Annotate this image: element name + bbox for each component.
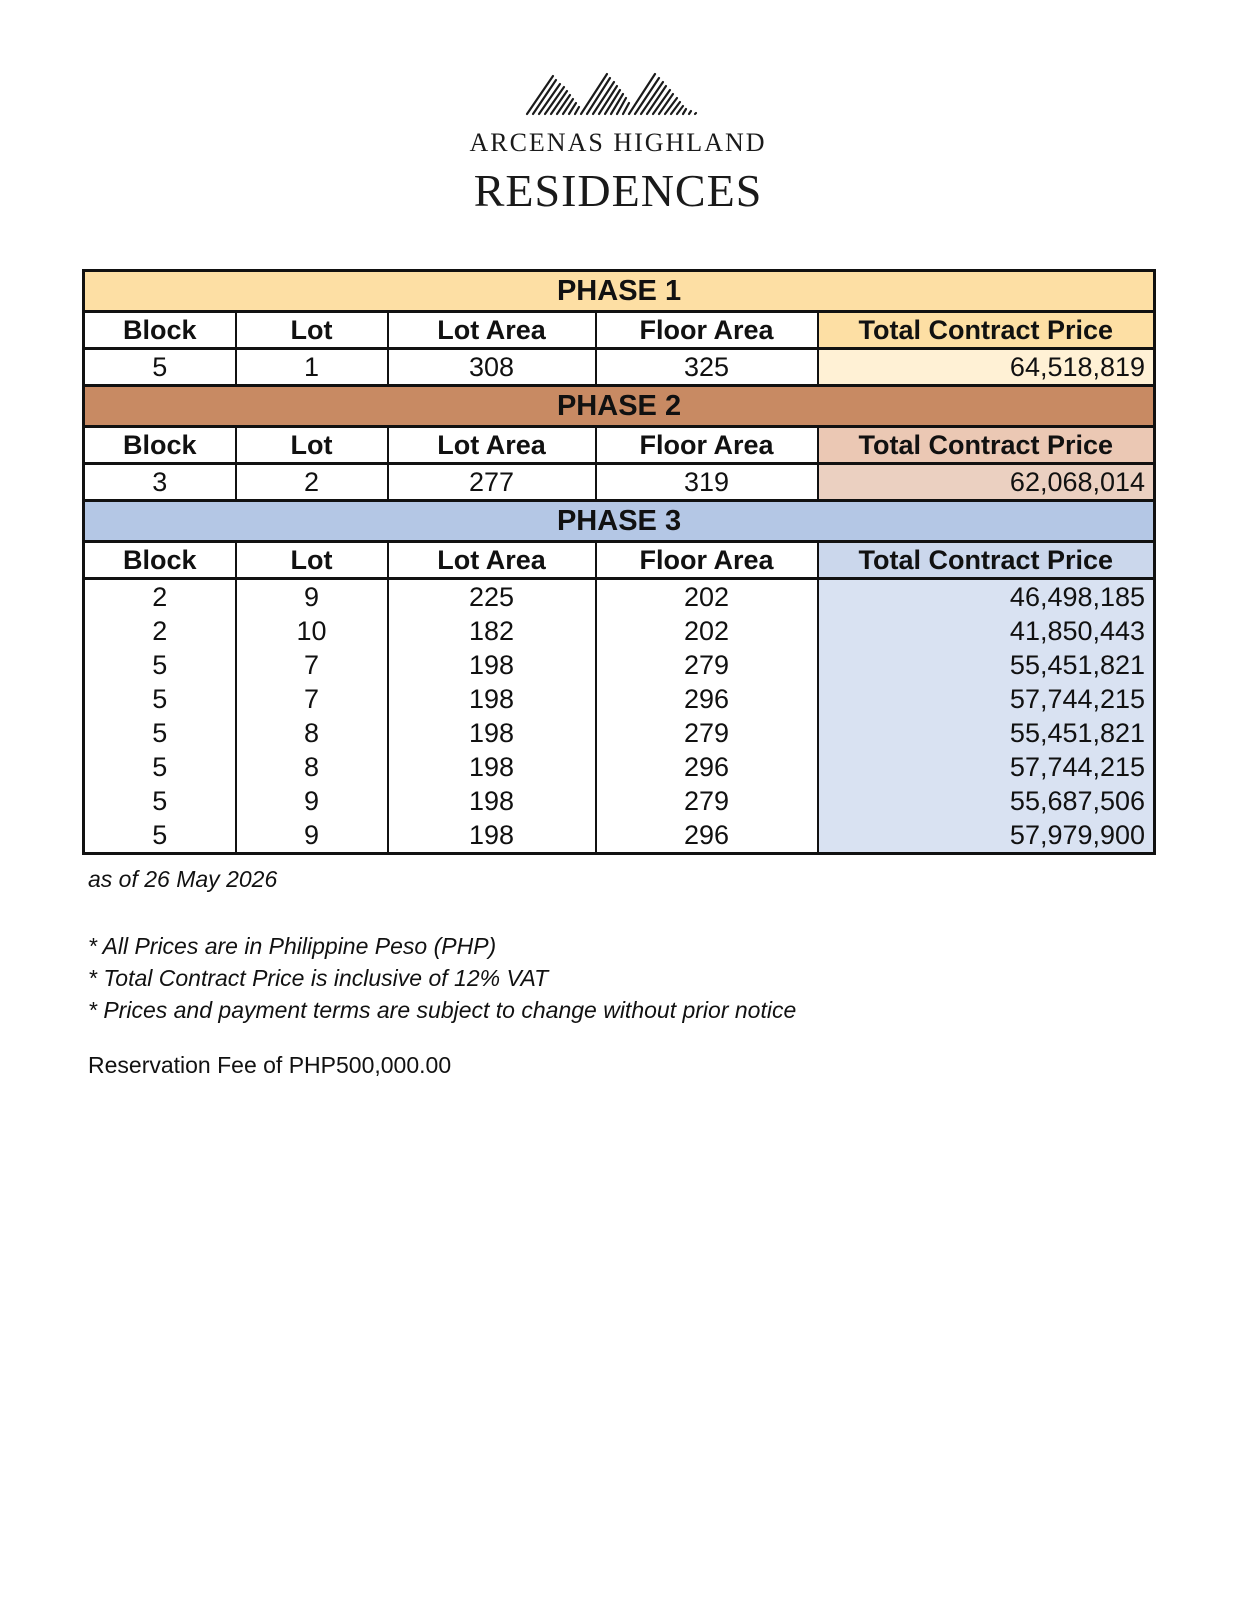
column-header-block: Block <box>84 427 236 464</box>
cell-price: 57,744,215 <box>818 682 1155 716</box>
column-header-total-contract-price: Total Contract Price <box>818 542 1155 579</box>
note-item: * All Prices are in Philippine Peso (PHP) <box>88 933 497 959</box>
column-header-floor-area: Floor Area <box>596 542 818 579</box>
table-row <box>84 716 1155 750</box>
table-row <box>84 579 1155 615</box>
as-of-date: as of 26 May 2026 <box>88 866 278 892</box>
cell-block: 5 <box>84 716 236 750</box>
cell-block: 5 <box>84 784 236 818</box>
cell-price: 55,687,506 <box>818 784 1155 818</box>
cell-floor-area: 279 <box>596 716 818 750</box>
cell-lot: 1 <box>236 349 388 386</box>
cell-lot-area: 198 <box>388 818 596 854</box>
phase-title: PHASE 2 <box>84 386 1155 427</box>
phase-1-header-row <box>84 271 1155 312</box>
column-header-lot: Lot <box>236 542 388 579</box>
cell-block: 2 <box>84 579 236 615</box>
cell-price: 46,498,185 <box>818 579 1155 615</box>
phase-title: PHASE 3 <box>84 501 1155 542</box>
cell-lot: 2 <box>236 464 388 501</box>
cell-block: 5 <box>84 349 236 386</box>
cell-lot: 9 <box>236 818 388 854</box>
cell-price: 55,451,821 <box>818 648 1155 682</box>
cell-floor-area: 202 <box>596 579 818 615</box>
price-list-table <box>82 269 1156 855</box>
cell-lot: 8 <box>236 716 388 750</box>
cell-floor-area: 325 <box>596 349 818 386</box>
cell-lot: 9 <box>236 579 388 615</box>
column-header-lot-area: Lot Area <box>388 542 596 579</box>
column-header-block: Block <box>84 312 236 349</box>
phase-2-header-row <box>84 386 1155 427</box>
table-row <box>84 784 1155 818</box>
table-row <box>84 648 1155 682</box>
table-row <box>84 818 1155 854</box>
column-header-floor-area: Floor Area <box>596 427 818 464</box>
column-header-block: Block <box>84 542 236 579</box>
note-item: * Total Contract Price is inclusive of 12% VAT <box>88 965 549 991</box>
cell-floor-area: 202 <box>596 614 818 648</box>
cell-lot-area: 198 <box>388 682 596 716</box>
cell-floor-area: 279 <box>596 648 818 682</box>
table-row <box>84 750 1155 784</box>
cell-lot-area: 277 <box>388 464 596 501</box>
cell-lot: 8 <box>236 750 388 784</box>
column-header-row <box>84 542 1155 579</box>
cell-lot: 7 <box>236 682 388 716</box>
cell-floor-area: 319 <box>596 464 818 501</box>
mountain-lines-icon <box>523 70 713 116</box>
cell-floor-area: 296 <box>596 818 818 854</box>
brand-name-line1: ARCENAS HIGHLAND <box>469 128 767 157</box>
cell-price: 62,068,014 <box>818 464 1155 501</box>
column-header-row <box>84 312 1155 349</box>
cell-lot: 9 <box>236 784 388 818</box>
reservation-fee: Reservation Fee of PHP500,000.00 <box>88 1052 452 1078</box>
column-header-lot-area: Lot Area <box>388 312 596 349</box>
cell-block: 5 <box>84 750 236 784</box>
cell-block: 3 <box>84 464 236 501</box>
cell-price: 57,744,215 <box>818 750 1155 784</box>
cell-lot: 10 <box>236 614 388 648</box>
table-row <box>84 464 1155 501</box>
table-row <box>84 614 1155 648</box>
cell-price: 41,850,443 <box>818 614 1155 648</box>
cell-lot-area: 198 <box>388 784 596 818</box>
note-item: * Prices and payment terms are subject to change without prior notice <box>88 997 797 1023</box>
cell-lot-area: 225 <box>388 579 596 615</box>
column-header-row <box>84 427 1155 464</box>
column-header-floor-area: Floor Area <box>596 312 818 349</box>
cell-price: 55,451,821 <box>818 716 1155 750</box>
phase-title: PHASE 1 <box>84 271 1155 312</box>
cell-price: 57,979,900 <box>818 818 1155 854</box>
column-header-lot: Lot <box>236 312 388 349</box>
cell-lot-area: 198 <box>388 716 596 750</box>
column-header-lot: Lot <box>236 427 388 464</box>
column-header-total-contract-price: Total Contract Price <box>818 427 1155 464</box>
cell-lot-area: 198 <box>388 648 596 682</box>
notes-list <box>88 930 796 1026</box>
table-row <box>84 682 1155 716</box>
cell-floor-area: 279 <box>596 784 818 818</box>
table-row <box>84 349 1155 386</box>
cell-floor-area: 296 <box>596 750 818 784</box>
cell-block: 2 <box>84 614 236 648</box>
cell-lot: 7 <box>236 648 388 682</box>
cell-floor-area: 296 <box>596 682 818 716</box>
cell-price: 64,518,819 <box>818 349 1155 386</box>
cell-block: 5 <box>84 648 236 682</box>
column-header-lot-area: Lot Area <box>388 427 596 464</box>
cell-block: 5 <box>84 818 236 854</box>
cell-lot-area: 182 <box>388 614 596 648</box>
brand-logo <box>0 70 1236 217</box>
column-header-total-contract-price: Total Contract Price <box>818 312 1155 349</box>
cell-block: 5 <box>84 682 236 716</box>
phase-3-header-row <box>84 501 1155 542</box>
cell-lot-area: 198 <box>388 750 596 784</box>
cell-lot-area: 308 <box>388 349 596 386</box>
brand-name-line2: RESIDENCES <box>473 165 763 216</box>
